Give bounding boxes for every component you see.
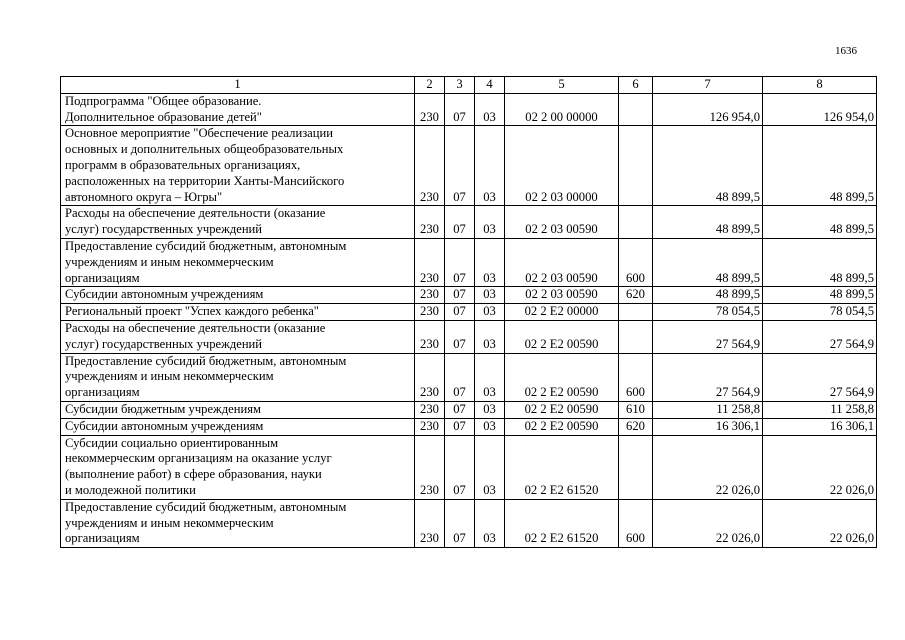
expense-type-code bbox=[619, 435, 653, 499]
section-code: 07 bbox=[445, 320, 475, 353]
ministry-code: 230 bbox=[415, 435, 445, 499]
target-article-code: 02 2 00 00000 bbox=[505, 93, 619, 126]
table-row bbox=[61, 304, 877, 321]
section-code: 07 bbox=[445, 287, 475, 304]
amount-col-7: 78 054,5 bbox=[653, 304, 763, 321]
expense-type-code: 600 bbox=[619, 238, 653, 286]
subsection-code: 03 bbox=[475, 499, 505, 547]
ministry-code: 230 bbox=[415, 126, 445, 206]
row-name: Расходы на обеспечение деятельности (оказание услуг) государственных учреждений bbox=[61, 206, 415, 239]
amount-col-8: 48 899,5 bbox=[763, 238, 877, 286]
expense-type-code: 610 bbox=[619, 401, 653, 418]
amount-col-8: 78 054,5 bbox=[763, 304, 877, 321]
table-row bbox=[61, 353, 877, 401]
target-article-code: 02 2 E2 61520 bbox=[505, 499, 619, 547]
ministry-code: 230 bbox=[415, 418, 445, 435]
subsection-code: 03 bbox=[475, 418, 505, 435]
table-row bbox=[61, 93, 877, 126]
section-code: 07 bbox=[445, 435, 475, 499]
ministry-code: 230 bbox=[415, 353, 445, 401]
section-code: 07 bbox=[445, 418, 475, 435]
row-name: Региональный проект "Успех каждого ребенка" bbox=[61, 304, 415, 321]
section-code: 07 bbox=[445, 126, 475, 206]
amount-col-7: 48 899,5 bbox=[653, 206, 763, 239]
amount-col-8: 126 954,0 bbox=[763, 93, 877, 126]
amount-col-8: 16 306,1 bbox=[763, 418, 877, 435]
target-article-code: 02 2 03 00590 bbox=[505, 206, 619, 239]
subsection-code: 03 bbox=[475, 304, 505, 321]
subsection-code: 03 bbox=[475, 287, 505, 304]
row-name: Предоставление субсидий бюджетным, автономным учреждениям и иным некоммерческим организациям bbox=[61, 238, 415, 286]
header-col-1: 1 bbox=[61, 77, 415, 94]
section-code: 07 bbox=[445, 401, 475, 418]
target-article-code: 02 2 03 00590 bbox=[505, 287, 619, 304]
target-article-code: 02 2 E2 00000 bbox=[505, 304, 619, 321]
ministry-code: 230 bbox=[415, 499, 445, 547]
target-article-code: 02 2 E2 00590 bbox=[505, 353, 619, 401]
ministry-code: 230 bbox=[415, 93, 445, 126]
amount-col-7: 27 564,9 bbox=[653, 320, 763, 353]
ministry-code: 230 bbox=[415, 206, 445, 239]
section-code: 07 bbox=[445, 206, 475, 239]
subsection-code: 03 bbox=[475, 206, 505, 239]
table-row bbox=[61, 206, 877, 239]
expense-type-code: 620 bbox=[619, 418, 653, 435]
table-row bbox=[61, 126, 877, 206]
subsection-code: 03 bbox=[475, 320, 505, 353]
target-article-code: 02 2 E2 00590 bbox=[505, 401, 619, 418]
amount-col-8: 27 564,9 bbox=[763, 353, 877, 401]
section-code: 07 bbox=[445, 304, 475, 321]
row-name: Подпрограмма "Общее образование. Дополнительное образование детей" bbox=[61, 93, 415, 126]
amount-col-8: 11 258,8 bbox=[763, 401, 877, 418]
expense-type-code: 600 bbox=[619, 499, 653, 547]
section-code: 07 bbox=[445, 353, 475, 401]
target-article-code: 02 2 03 00000 bbox=[505, 126, 619, 206]
budget-table bbox=[60, 76, 877, 548]
page-number: 1636 bbox=[835, 45, 857, 57]
header-col-3: 3 bbox=[445, 77, 475, 94]
row-name: Предоставление субсидий бюджетным, автономным учреждениям и иным некоммерческим организациям bbox=[61, 499, 415, 547]
expense-type-code bbox=[619, 126, 653, 206]
subsection-code: 03 bbox=[475, 126, 505, 206]
amount-col-8: 48 899,5 bbox=[763, 206, 877, 239]
amount-col-7: 48 899,5 bbox=[653, 126, 763, 206]
ministry-code: 230 bbox=[415, 238, 445, 286]
amount-col-7: 16 306,1 bbox=[653, 418, 763, 435]
row-name: Предоставление субсидий бюджетным, автономным учреждениям и иным некоммерческим организациям bbox=[61, 353, 415, 401]
table-row bbox=[61, 418, 877, 435]
expense-type-code bbox=[619, 93, 653, 126]
target-article-code: 02 2 E2 00590 bbox=[505, 320, 619, 353]
subsection-code: 03 bbox=[475, 435, 505, 499]
amount-col-7: 126 954,0 bbox=[653, 93, 763, 126]
subsection-code: 03 bbox=[475, 401, 505, 418]
expense-type-code: 600 bbox=[619, 353, 653, 401]
amount-col-8: 48 899,5 bbox=[763, 287, 877, 304]
amount-col-8: 22 026,0 bbox=[763, 435, 877, 499]
amount-col-7: 22 026,0 bbox=[653, 435, 763, 499]
section-code: 07 bbox=[445, 499, 475, 547]
header-col-6: 6 bbox=[619, 77, 653, 94]
header-col-7: 7 bbox=[653, 77, 763, 94]
row-name: Субсидии социально ориентированным некоммерческим организациям на оказание услуг (выполнение работ) в сфере образования, науки и молодежной политики bbox=[61, 435, 415, 499]
expense-type-code bbox=[619, 304, 653, 321]
row-name: Субсидии автономным учреждениям bbox=[61, 287, 415, 304]
section-code: 07 bbox=[445, 93, 475, 126]
ministry-code: 230 bbox=[415, 304, 445, 321]
table-row bbox=[61, 287, 877, 304]
table-row bbox=[61, 320, 877, 353]
amount-col-7: 27 564,9 bbox=[653, 353, 763, 401]
ministry-code: 230 bbox=[415, 320, 445, 353]
amount-col-8: 48 899,5 bbox=[763, 126, 877, 206]
amount-col-7: 11 258,8 bbox=[653, 401, 763, 418]
row-name: Расходы на обеспечение деятельности (оказание услуг) государственных учреждений bbox=[61, 320, 415, 353]
section-code: 07 bbox=[445, 238, 475, 286]
table-row bbox=[61, 238, 877, 286]
header-col-4: 4 bbox=[475, 77, 505, 94]
table-row bbox=[61, 499, 877, 547]
header-col-2: 2 bbox=[415, 77, 445, 94]
amount-col-8: 22 026,0 bbox=[763, 499, 877, 547]
subsection-code: 03 bbox=[475, 93, 505, 126]
target-article-code: 02 2 E2 00590 bbox=[505, 418, 619, 435]
amount-col-7: 22 026,0 bbox=[653, 499, 763, 547]
expense-type-code: 620 bbox=[619, 287, 653, 304]
row-name: Основное мероприятие "Обеспечение реализации основных и дополнительных общеобразовательных программ в образовательных организациях, расположенных на территории Ханты-Мансийского автономного округа – Югры" bbox=[61, 126, 415, 206]
ministry-code: 230 bbox=[415, 401, 445, 418]
expense-type-code bbox=[619, 206, 653, 239]
header-col-8: 8 bbox=[763, 77, 877, 94]
row-name: Субсидии бюджетным учреждениям bbox=[61, 401, 415, 418]
row-name: Субсидии автономным учреждениям bbox=[61, 418, 415, 435]
table-row bbox=[61, 401, 877, 418]
subsection-code: 03 bbox=[475, 353, 505, 401]
expense-type-code bbox=[619, 320, 653, 353]
amount-col-7: 48 899,5 bbox=[653, 238, 763, 286]
header-row bbox=[61, 77, 877, 94]
amount-col-7: 48 899,5 bbox=[653, 287, 763, 304]
ministry-code: 230 bbox=[415, 287, 445, 304]
target-article-code: 02 2 E2 61520 bbox=[505, 435, 619, 499]
table-row bbox=[61, 435, 877, 499]
header-col-5: 5 bbox=[505, 77, 619, 94]
subsection-code: 03 bbox=[475, 238, 505, 286]
amount-col-8: 27 564,9 bbox=[763, 320, 877, 353]
target-article-code: 02 2 03 00590 bbox=[505, 238, 619, 286]
